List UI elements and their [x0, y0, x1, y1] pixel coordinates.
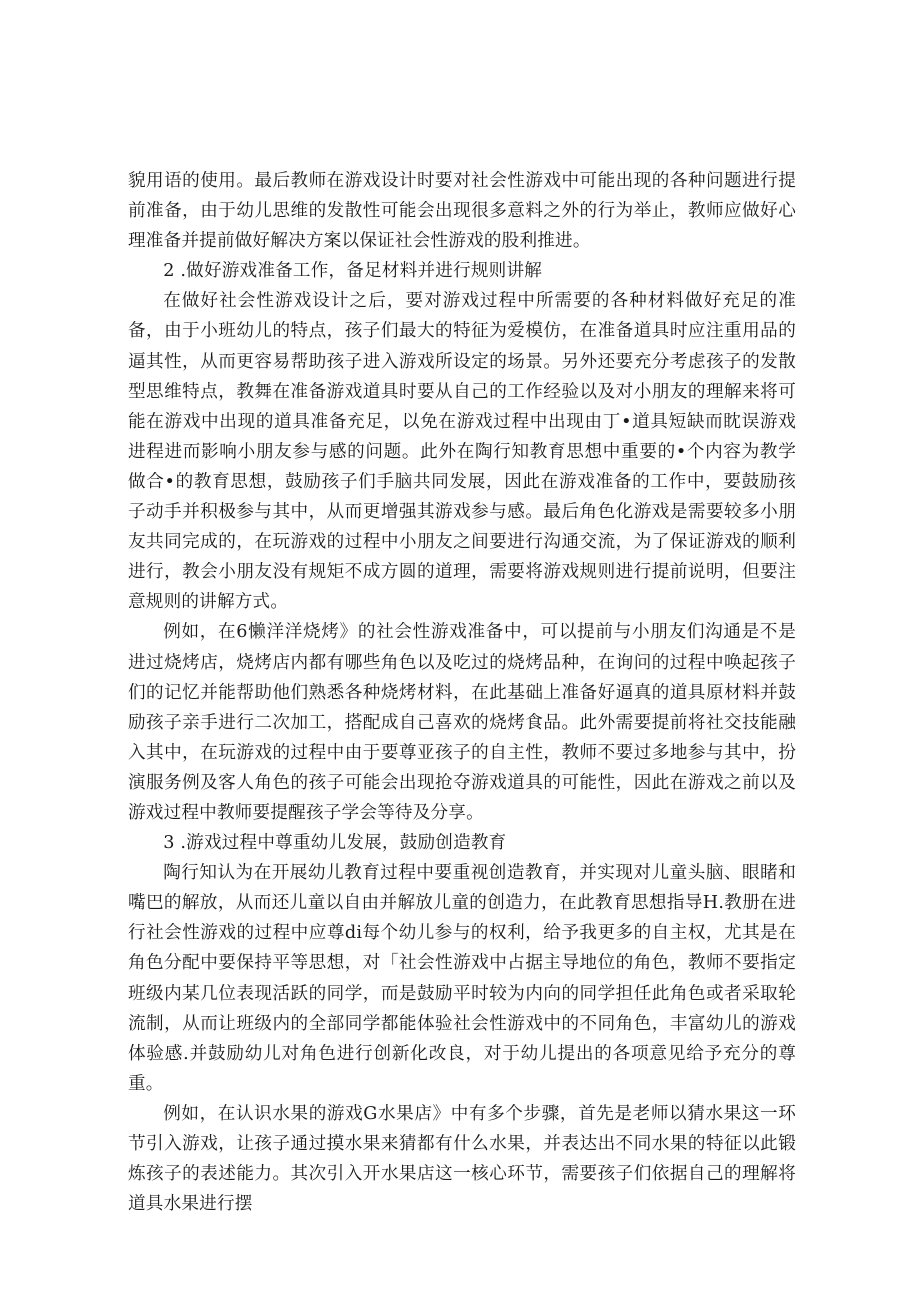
document-body: [128, 166, 796, 1219]
section-heading-2: 2 .做好游戏准备工作，备足材料并进行规则讲解: [163, 261, 543, 282]
paragraph-continuation: 貌用语的使用。最后教师在游戏设计时要对社会性游戏中可能出现的各种问题进行提前准备，由于幼儿思维的发散性可能会出现很多意料之外的行为举止，教师应做好心理准备并提前做好解决方案以保证社会性游戏的股利推进。: [128, 171, 796, 252]
paragraph-fruit-example: 例如，在认识水果的游戏G水果店》中有多个步骤，首先是老师以猜水果这一环节引入游戏，让孩子通过摸水果来猜都有什么水果，并表达出不同水果的特征以此锻炼孩子的表述能力。其次引入开水果店这一核心环节，需要孩子们依据自己的理解将道具水果进行摆: [128, 1103, 796, 1215]
paragraph-creative-education: 陶行知认为在开展幼儿教育过程中要重视创造教育，并实现对儿童头脑、眼睹和嘴巴的解放，从而还儿童以自由并解放儿童的创造力，在此教育思想指导H.教册在进行社会性游戏的过程中应尊di每个幼儿参与的权利，给予我更多的自主权，尤其是在角色分配中要保持平等思想，对「社会性游戏中占据主导地位的角色，教师不要指定班级内某几位表现活跃的同学，而是鼓励平时较为内向的同学担任此角色或者采取轮流制，从而让班级内的全部同学都能体验社会性游戏中的不同角色，丰富幼儿的游戏体验感.并鼓励幼儿对角色进行创新化改良，对于幼儿提出的各项意见给予充分的尊重。: [128, 863, 796, 1094]
paragraph-bbq-example: 例如，在6懒洋洋烧烤》的社会性游戏准备中，可以提前与小朋友们沟通是不是进过烧烤店，烧烤店内都有哪些角色以及吃过的烧烤品种，在询问的过程中唤起孩子们的记忆并能帮助他们熟悉各种烧烤材料，在此基础上准备好逼真的道具原材料并鼓励孩子亲手进行二次加工，搭配成自己喜欢的烧烤食品。此外需要提前将社交技能融入其中，在玩游戏的过程中由于要尊亚孩子的自主性，教师不要过多地参与其中，扮演服务例及客人角色的孩子可能会出现抢夺游戏道具的可能性，因此在游戏之前以及游戏过程中教师要提醒孩子学会等待及分享。: [128, 622, 796, 823]
section-heading-3: 3 .游戏过程中尊重幼儿发展，鼓励创造教育: [163, 833, 507, 854]
paragraph-materials: 在做好社会性游戏设计之后，要对游戏过程中所需要的各种材料做好充足的准备，由于小班幼儿的特点，孩子们最大的特征为爱模仿，在准备道具时应注重用品的逼其性，从而更容易帮助孩子进入游戏所设定的场景。另外还要充分考虑孩子的发散型思维特点，教舞在准备游戏道具时要从自己的工作经验以及对小朋友的理解来将可能在游戏中出现的道具准备充足，以免在游戏过程中出现由丁•道具短缺而眈误游戏进程进而影响小朋友参与感的问题。此外在陶行知教育思想中重要的•个内容为教学做合•的教育思想，鼓励孩子们手脑共同发展，因此在游戏准备的工作中，要鼓励孩子动手并积极参与其中，从而更增强其游戏参与感。最后角色化游戏是需要较多小朋友共同完成的，在玩游戏的过程中小朋友之间要进行沟通交流，为了保证游戏的顺利进行，教会小朋友没有规矩不成方圆的道理，需要将游戏规则进行提前说明，但要注意规则的讲解方式。: [128, 291, 797, 613]
